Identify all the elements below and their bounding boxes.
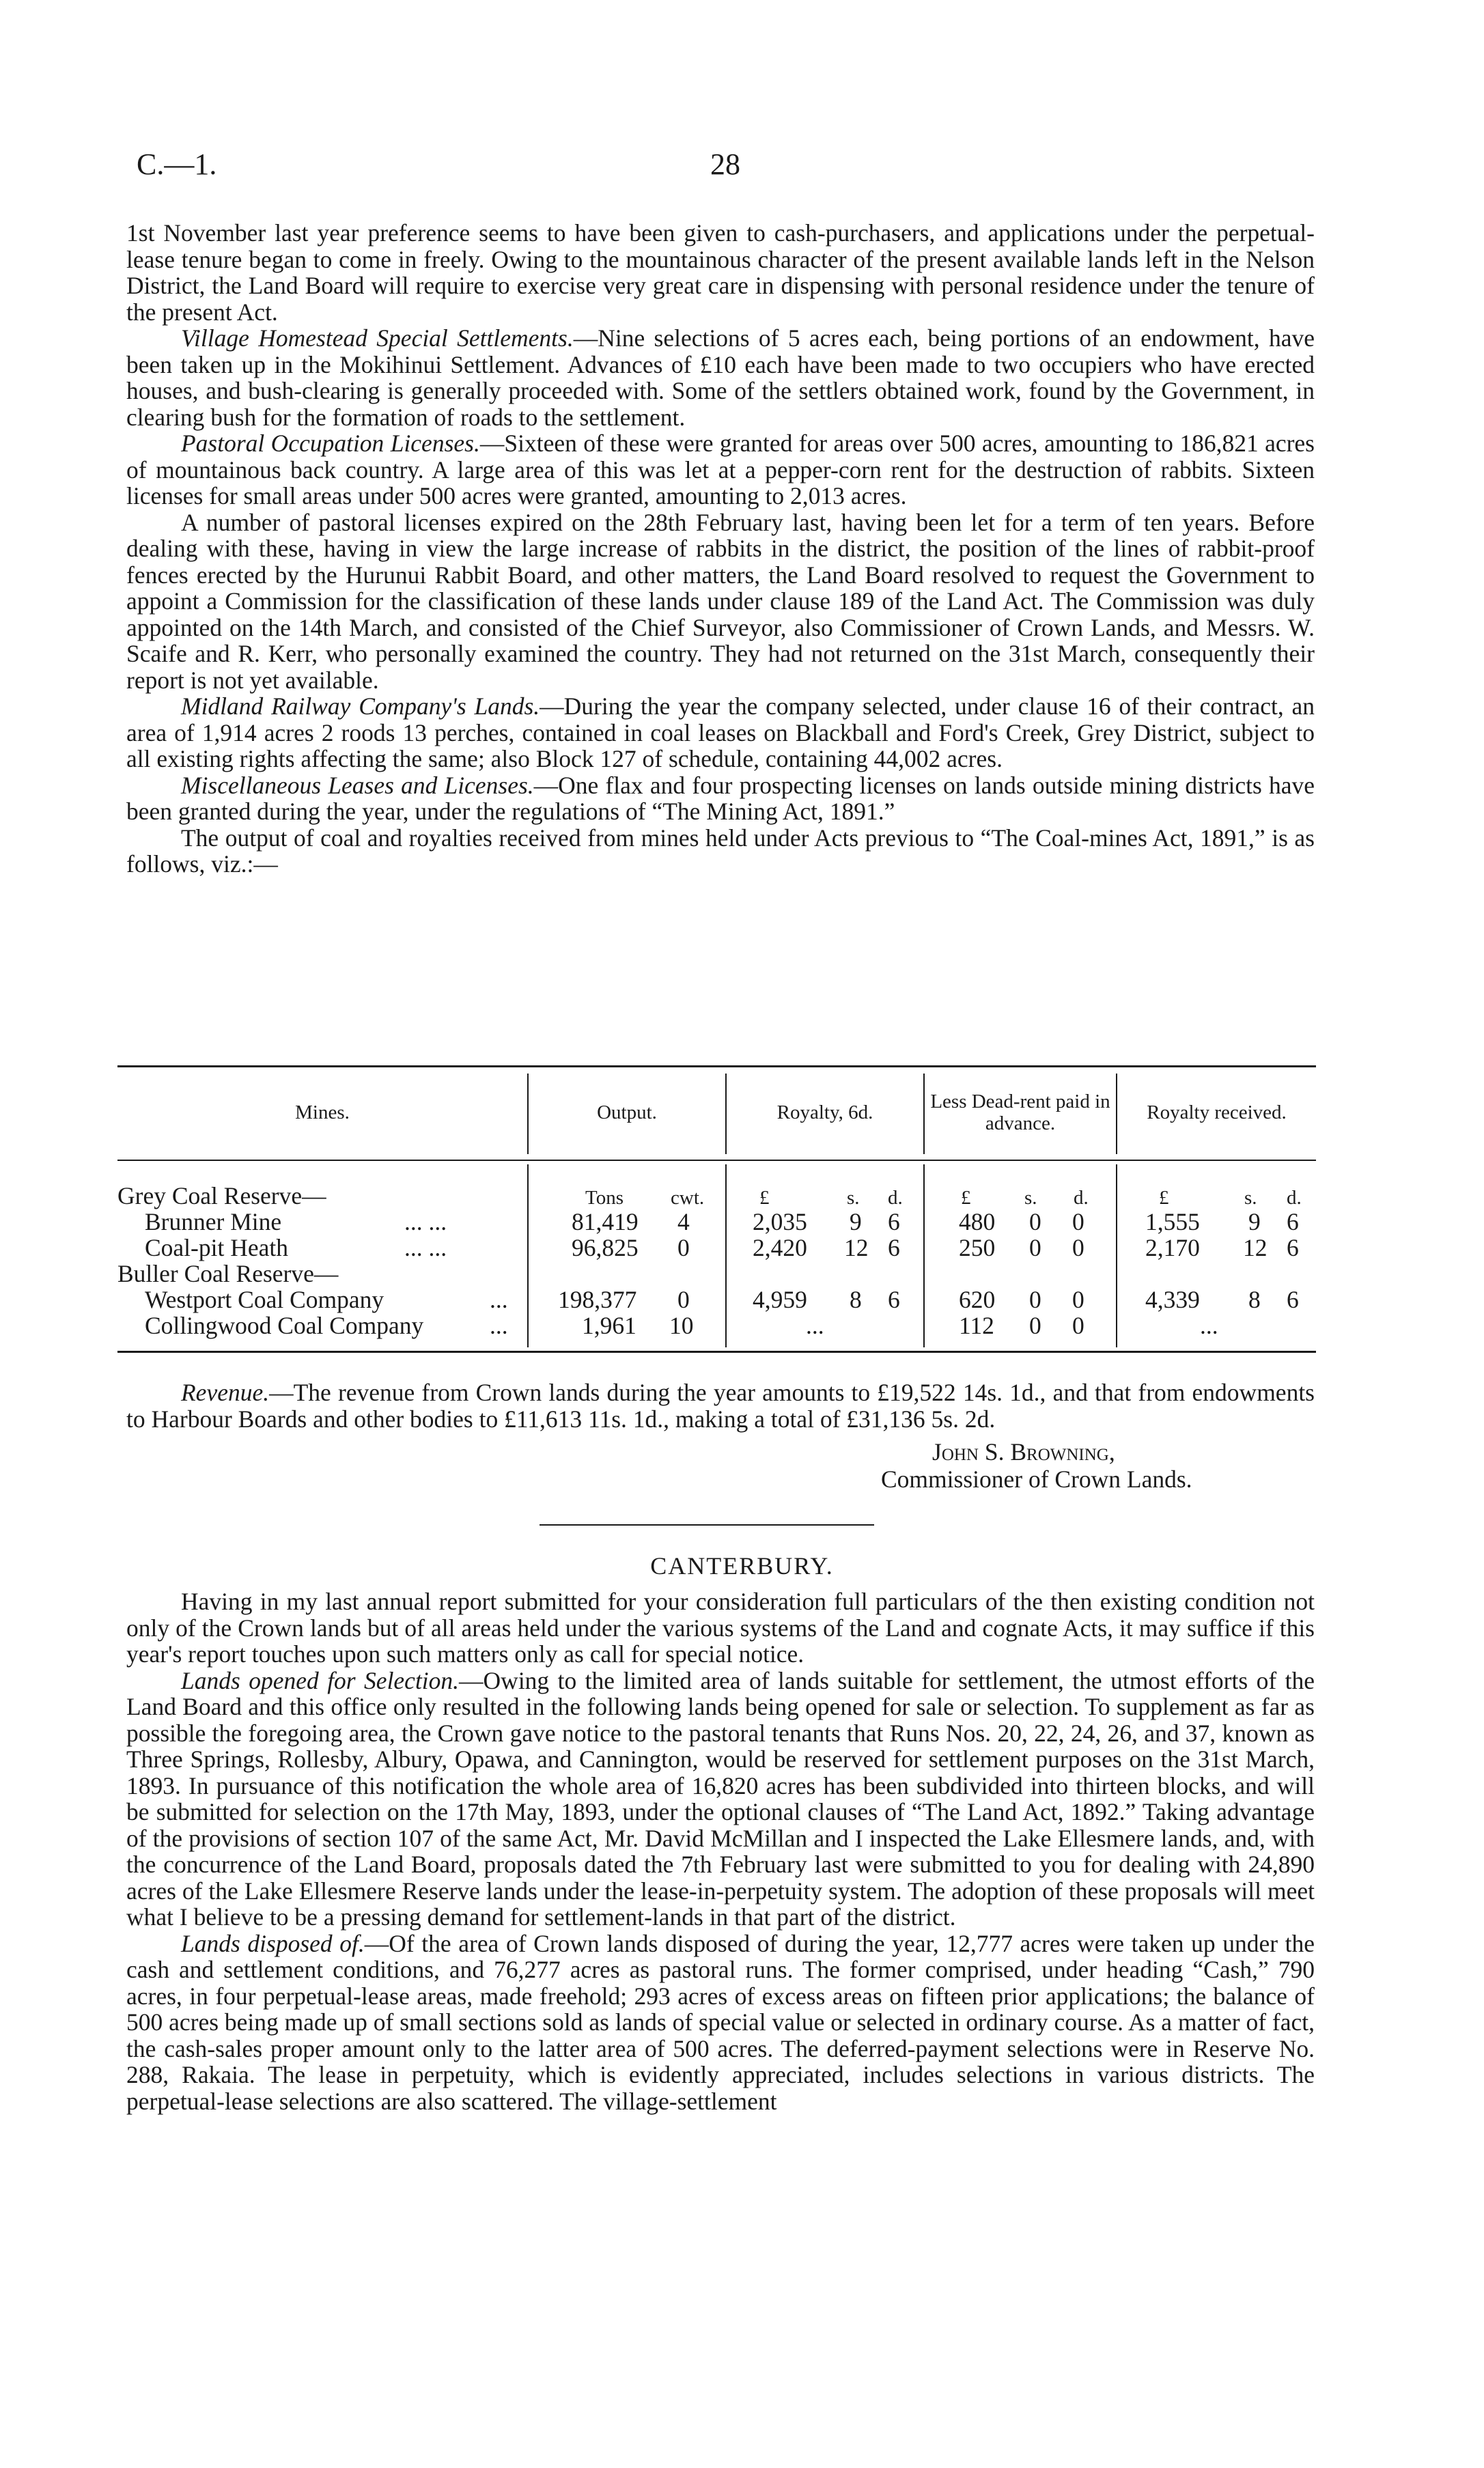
section-divider bbox=[540, 1524, 874, 1526]
mine-name: Brunner Mine bbox=[145, 1208, 282, 1235]
paragraph-body: —Owing to the limited area of lands suitable for settlement, the utmost efforts of the Land Board and this office only resulted in the following lands being opened for sale or selection. To supplement as far as possible the foregoing area, the Crown gave notice to the pastoral tenants that Runs Nos. 20, 22, 24, 26, and 37, known as Three Springs, Rollesby, Albury, Opawa, and Cannington, would be reserved for settlement purposes on the 31st March, 1893. In pursuance of this notification the whole area of 16,820 acres has been subdivided into thirteen blocks, and will be submitted for selection on the 17th May, 1893, under the optional clauses of “The Land Act, 1892.” Taking advantage of the provisions of section 107 of the same Act, Mr. David McMillan and I inspected the Lake Ellesmere lands, and, with the concurrence of the Land Board, proposals dated the 7th February last were submitted to you for dealing with 24,890 acres of the Lake Ellesmere Reserve lands under the lease-in-perpetuity system. The adoption of these proposals will meet what I believe to be a pressing demand for settlement-lands in that part of the district. bbox=[126, 1666, 1315, 1931]
page-number: 28 bbox=[710, 148, 740, 181]
paragraph-heading: Midland Railway Company's Lands. bbox=[181, 692, 540, 720]
output-cwt: 10 bbox=[669, 1312, 694, 1339]
received-shillings: 12 bbox=[1243, 1234, 1268, 1261]
royalty-empty: ... bbox=[806, 1312, 824, 1339]
document-reference: C.—1. bbox=[137, 148, 217, 181]
header-mines: Mines. bbox=[295, 1102, 350, 1123]
royalty-pounds: 2,420 bbox=[753, 1234, 807, 1261]
paragraph-lands-disposed bbox=[126, 1931, 1315, 2115]
unit-shillings: s. bbox=[847, 1187, 860, 1209]
deadrent-pence: 0 bbox=[1072, 1234, 1084, 1261]
royalty-shillings: 8 bbox=[850, 1286, 862, 1313]
unit-tons: Tons bbox=[585, 1187, 624, 1209]
deadrent-pence: 0 bbox=[1072, 1286, 1084, 1313]
royalty-shillings: 12 bbox=[844, 1234, 869, 1261]
received-shillings: 9 bbox=[1248, 1208, 1261, 1235]
paragraph-heading: Lands disposed of. bbox=[181, 1929, 365, 1957]
unit-pence: d. bbox=[888, 1187, 903, 1209]
table-bottom-rule bbox=[117, 1351, 1316, 1353]
header-dead-rent: Less Dead-rent paid in advance. bbox=[930, 1091, 1110, 1134]
paragraph-misc-leases bbox=[126, 772, 1315, 825]
paragraph-lands-opened bbox=[126, 1668, 1315, 1931]
paragraph-body: —During the year the company selected, under clause 16 of their contract, an area of 1,914 acres 2 roods 13 perches, contained in coal leases on Blackball and Ford's Creek, Grey District, subject to all existing rights affecting the same; also Block 127 of schedule, containing 44,002 acres. bbox=[126, 692, 1315, 772]
paragraph-midland-railway bbox=[126, 693, 1315, 772]
output-tons: 198,377 bbox=[558, 1286, 637, 1313]
signature-title: Commissioner of Crown Lands. bbox=[881, 1466, 1192, 1493]
deadrent-pence: 0 bbox=[1072, 1312, 1084, 1339]
nelson-report-text bbox=[126, 220, 1315, 878]
paragraph-body: —One flax and four prospecting licenses on lands outside mining districts have been granted during the year, under the regulations of “The Mining Act, 1891.” bbox=[126, 771, 1315, 825]
unit-pounds: £ bbox=[1159, 1187, 1169, 1209]
received-pence: 6 bbox=[1287, 1286, 1299, 1313]
coal-output-table bbox=[117, 1065, 1316, 1356]
mine-name: Coal-pit Heath bbox=[145, 1234, 288, 1261]
paragraph-revenue bbox=[126, 1379, 1315, 1432]
table-row-group-label: Buller Coal Reserve— bbox=[117, 1260, 339, 1287]
revenue-paragraph-block bbox=[126, 1379, 1315, 1432]
unit-cwt: cwt. bbox=[671, 1187, 705, 1209]
deadrent-shillings: 0 bbox=[1029, 1208, 1041, 1235]
unit-pounds: £ bbox=[759, 1187, 770, 1209]
royalty-pence: 6 bbox=[888, 1234, 900, 1261]
mine-name: Westport Coal Company bbox=[145, 1286, 384, 1313]
unit-pence: d. bbox=[1074, 1187, 1089, 1209]
royalty-pence: 6 bbox=[888, 1208, 900, 1235]
paragraph-body: —Sixteen of these were granted for areas over 500 acres, amounting to 186,821 acres of mountainous back country. A large area of this was let at a pepper-corn rent for the destruction of rabbits. Sixteen licenses for small areas under 500 acres were granted, amounting to 2,013 acres. bbox=[126, 430, 1315, 509]
paragraph-heading: Village Homestead Special Settlements. bbox=[181, 324, 574, 352]
table-top-rule bbox=[117, 1065, 1316, 1067]
received-pence: 6 bbox=[1287, 1208, 1299, 1235]
unit-pence: d. bbox=[1287, 1187, 1302, 1209]
royalty-pounds: 4,959 bbox=[753, 1286, 807, 1313]
paragraph-body: —The revenue from Crown lands during the year amounts to £19,522 14s. 1d., and that from endowments to Harbour Boards and other bodies to £11,613 11s. 1d., making a total of £31,136 5s. 2d. bbox=[126, 1379, 1315, 1433]
header-royalty: Royalty, 6d. bbox=[776, 1102, 873, 1123]
deadrent-shillings: 0 bbox=[1029, 1286, 1041, 1313]
received-pounds: 2,170 bbox=[1145, 1234, 1200, 1261]
royalty-pounds: 2,035 bbox=[753, 1208, 807, 1235]
header-royalty-received: Royalty received. bbox=[1147, 1102, 1287, 1123]
column-divider bbox=[725, 1164, 727, 1347]
deadrent-pounds: 620 bbox=[959, 1286, 996, 1313]
paragraph-heading: Miscellaneous Leases and Licenses. bbox=[181, 771, 534, 799]
paragraph-heading: Lands opened for Selection. bbox=[181, 1666, 460, 1694]
received-shillings: 8 bbox=[1248, 1286, 1261, 1313]
received-pounds: 1,555 bbox=[1145, 1208, 1200, 1235]
deadrent-pence: 0 bbox=[1072, 1208, 1084, 1235]
paragraph-intro: Having in my last annual report submitted for your consideration full particulars of the then existing condition not only of the Crown lands but of all areas held under the various systems of the Land and cognate Acts, it may suffice if this year's report touches upon such matters only as call for special notice. bbox=[126, 1588, 1315, 1668]
output-cwt: 4 bbox=[677, 1208, 690, 1235]
unit-shillings: s. bbox=[1024, 1187, 1037, 1209]
deadrent-shillings: 0 bbox=[1029, 1312, 1041, 1339]
paragraph-body: —Nine selections of 5 acres each, being portions of an endowment, have been taken up in the Mokihinui Settlement. Advances of £10 each have been made to two occupiers who have erected houses, and bush-clearing is generally proceeded with. Some of the settlers obtained work, found by the Government, in clearing bush for the formation of roads to the settlement. bbox=[126, 324, 1315, 431]
page-header bbox=[137, 147, 1298, 188]
received-pounds: 4,339 bbox=[1145, 1286, 1200, 1313]
table-row-group-label: Grey Coal Reserve— bbox=[117, 1182, 326, 1209]
deadrent-pounds: 250 bbox=[959, 1234, 996, 1261]
table-header-rule bbox=[117, 1160, 1316, 1161]
paragraph-heading: Pastoral Occupation Licenses. bbox=[181, 430, 480, 457]
column-divider bbox=[923, 1164, 925, 1347]
output-tons: 1,961 bbox=[582, 1312, 636, 1339]
column-divider bbox=[527, 1164, 529, 1347]
column-divider bbox=[1116, 1164, 1117, 1347]
royalty-shillings: 9 bbox=[850, 1208, 862, 1235]
canterbury-report-text bbox=[126, 1588, 1315, 2114]
deadrent-pounds: 112 bbox=[959, 1312, 994, 1339]
received-empty: ... bbox=[1200, 1312, 1218, 1339]
leader-dots: ... bbox=[490, 1286, 508, 1313]
paragraph-village-homestead bbox=[126, 325, 1315, 430]
paragraph-pastoral-licenses bbox=[126, 430, 1315, 509]
received-pence: 6 bbox=[1287, 1234, 1299, 1261]
section-title-canterbury: CANTERBURY. bbox=[650, 1552, 834, 1580]
deadrent-shillings: 0 bbox=[1029, 1234, 1041, 1261]
royalty-pence: 6 bbox=[888, 1286, 900, 1313]
paragraph-heading: Revenue. bbox=[181, 1379, 270, 1406]
paragraph-body: —Of the area of Crown lands disposed of during the year, 12,777 acres were taken up under the cash and settlement conditions, and 76,277 acres as pastoral runs. The former comprised, under heading “Cash,” 790 acres, in four perpetual-lease areas, made freehold; 293 acres of excess areas on fifteen prior applications; the balance of 500 acres being made up of small sections sold as lands of special value or selected in ordinary course. As a matter of fact, the cash-sales proper amount only to the latter area of 500 acres. The deferred-payment selections were in Reserve No. 288, Rakaia. The lease in perpetuity, which is evidently appreciated, includes selections in various districts. The perpetual-lease selections are also scattered. The village-settlement bbox=[126, 1929, 1315, 2115]
signature-name: John S. Browning, bbox=[932, 1438, 1115, 1466]
unit-shillings: s. bbox=[1244, 1187, 1257, 1209]
header-output: Output. bbox=[597, 1102, 657, 1123]
output-tons: 96,825 bbox=[572, 1234, 639, 1261]
output-cwt: 0 bbox=[677, 1234, 690, 1261]
paragraph-coal-output: The output of coal and royalties received from mines held under Acts previous to “The Coal-mines Act, 1891,” is as follows, viz.:— bbox=[126, 824, 1315, 878]
leader-dots: ... ... bbox=[404, 1234, 447, 1261]
leader-dots: ... bbox=[490, 1312, 508, 1339]
paragraph-continuation: 1st November last year preference seems to have been given to cash-purchasers, and applications under the perpetual-lease tenure began to come in freely. Owing to the mountainous character of the present available lands left in the Nelson District, the Land Board will require to exercise very great care in dispensing with personal residence under the tenure of the present Act. bbox=[126, 219, 1315, 326]
unit-pounds: £ bbox=[961, 1187, 971, 1209]
deadrent-pounds: 480 bbox=[959, 1208, 996, 1235]
leader-dots: ... ... bbox=[404, 1208, 447, 1235]
paragraph-pastoral-expired: A number of pastoral licenses expired on the 28th February last, having been let for a term of ten years. Before dealing with these, having in view the large increase of rabbits in the district, the position of the lines of rabbit-proof fences erected by the Hurunui Rabbit Board, and other matters, the Land Board resolved to request the Government to appoint a Commission for the classification of these lands under clause 189 of the Land Act. The Commission was duly appointed on the 14th March, and consisted of the Chief Surveyor, also Commissioner of Crown Lands, and Messrs. W. Scaife and R. Kerr, who personally examined the country. They had not returned on the 31st March, consequently their report is not yet available. bbox=[126, 508, 1315, 694]
mine-name: Collingwood Coal Company bbox=[145, 1312, 424, 1339]
output-cwt: 0 bbox=[677, 1286, 690, 1313]
output-tons: 81,419 bbox=[572, 1208, 639, 1235]
